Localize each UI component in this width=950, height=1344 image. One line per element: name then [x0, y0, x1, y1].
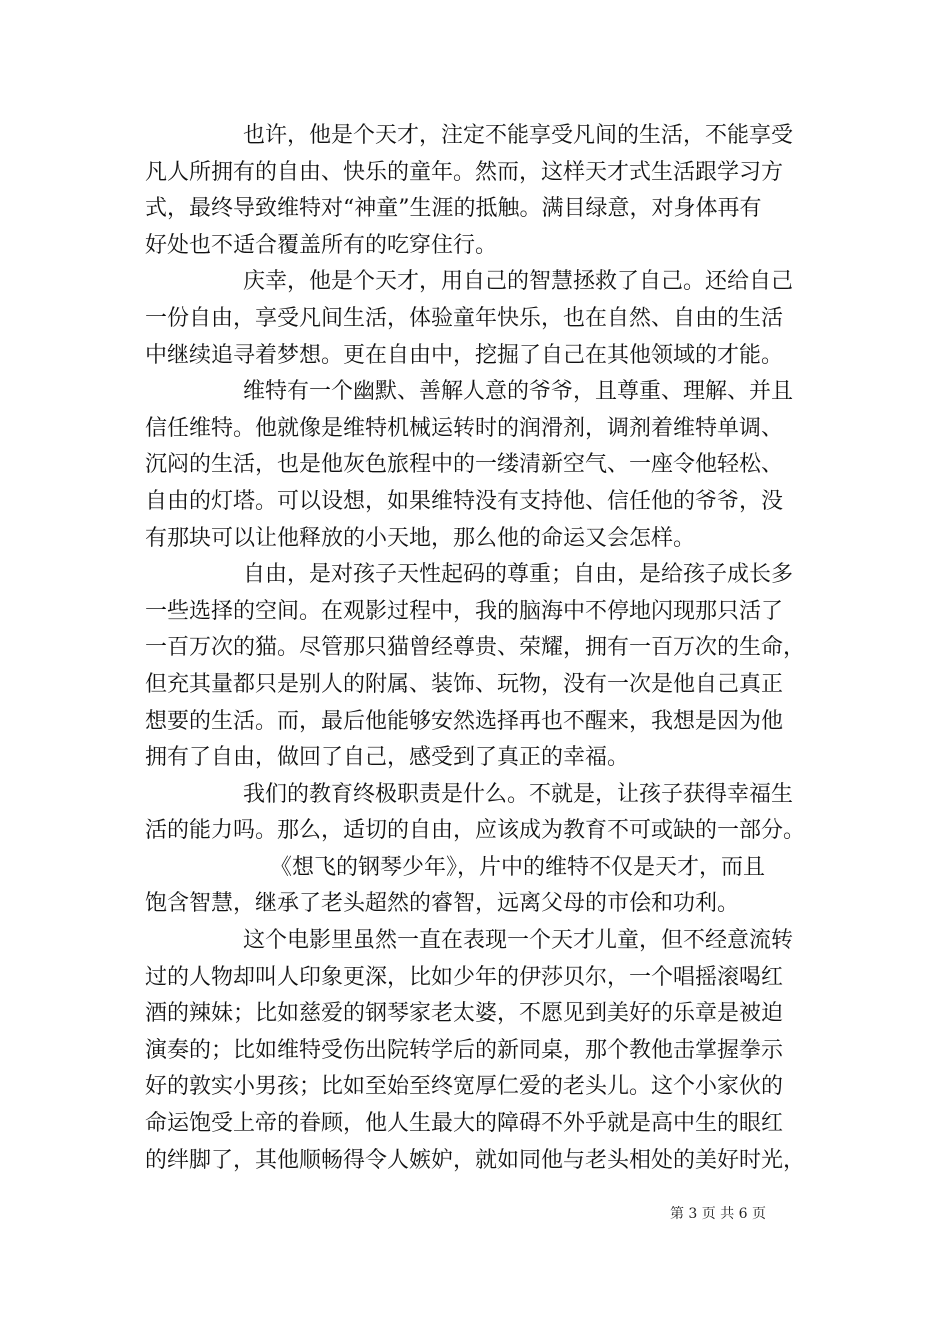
text-line: 想要的生活。而，最后他能够安然选择再也不醒来，我想是因为他 — [145, 708, 784, 734]
text-line: 沉闷的生活，也是他灰色旅程中的一缕清新空气、一座令他轻松、 — [145, 452, 784, 478]
document-body — [145, 118, 809, 1179]
text-line: 《想飞的钢琴少年》，片中的维特不仅是天才，而且 — [270, 854, 766, 880]
text-line: 命运饱受上帝的眷顾，他人生最大的障碍不外乎就是高中生的眼红 — [145, 1111, 784, 1137]
text-line: 拥有了自由，做回了自己，感受到了真正的幸福。 — [145, 745, 630, 771]
text-line: 自由的灯塔。可以设想，如果维特没有支持他、信任他的爷爷，没 — [145, 488, 784, 514]
text-line: 演奏的；比如维特受伤出院转学后的新同桌，那个教他击掌握拳示 — [145, 1037, 784, 1063]
text-line: 酒的辣妹；比如慈爱的钢琴家老太婆，不愿见到美好的乐章是被迫 — [145, 1001, 784, 1027]
text-line: 维特有一个幽默、善解人意的爷爷，且尊重、理解、并且 — [243, 379, 794, 405]
text-line: 信任维特。他就像是维特机械运转时的润滑剂，调剂着维特单调、 — [145, 415, 784, 441]
text-line: 好处也不适合覆盖所有的吃穿住行。 — [145, 232, 498, 258]
text-line: 自由，是对孩子天性起码的尊重；自由，是给孩子成长多 — [243, 562, 794, 588]
page-footer — [0, 1203, 950, 1223]
text-line: 庆幸，他是个天才，用自己的智慧拯救了自己。还给自己 — [243, 269, 794, 295]
text-line: 但充其量都只是别人的附属、装饰、玩物，没有一次是他自己真正 — [145, 671, 784, 697]
text-line: 凡人所拥有的自由、快乐的童年。然而，这样天才式生活跟学习方 — [145, 159, 784, 185]
text-line: 活的能力吗。那么，适切的自由，应该成为教育不可或缺的一部分。 — [145, 818, 806, 844]
text-line: 过的人物却叫人印象更深，比如少年的伊莎贝尔，一个唱摇滚喝红 — [145, 964, 784, 990]
text-line: 一百万次的猫。尽管那只猫曾经尊贵、荣耀，拥有一百万次的生命， — [145, 635, 806, 661]
text-line: 也许，他是个天才，注定不能享受凡间的生活，不能享受 — [243, 123, 794, 148]
text-line: 式，最终导致维特对“神童”生涯的抵触。满目绿意，对身体再有 — [145, 196, 762, 222]
text-line: 的绊脚了，其他顺畅得令人嫉妒，就如同他与老头相处的美好时光， — [145, 1147, 806, 1173]
text-line: 饱含智慧，继承了老头超然的睿智，远离父母的市侩和功利。 — [145, 891, 740, 917]
text-line: 好的敦实小男孩；比如至始至终宽厚仁爱的老头儿。这个小家伙的 — [145, 1074, 784, 1100]
text-line: 这个电影里虽然一直在表现一个天才儿童，但不经意流转 — [243, 928, 794, 954]
text-line: 一些选择的空间。在观影过程中，我的脑海中不停地闪现那只活了 — [145, 598, 784, 624]
text-line: 我们的教育终极职责是什么。不就是，让孩子获得幸福生 — [243, 781, 794, 807]
text-line: 一份自由，享受凡间生活，体验童年快乐，也在自然、自由的生活 — [145, 305, 784, 331]
text-line: 有那块可以让他释放的小天地，那么他的命运又会怎样。 — [145, 525, 696, 551]
text-line: 中继续追寻着梦想。更在自由中，挖掘了自己在其他领域的才能。 — [145, 342, 784, 368]
page-number: 第 3 页 共 6 页 — [669, 1206, 767, 1222]
